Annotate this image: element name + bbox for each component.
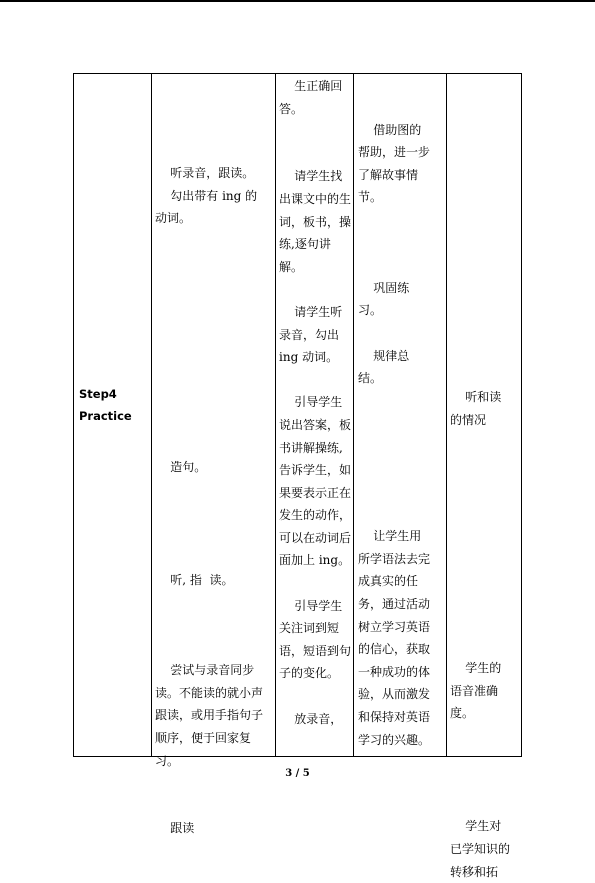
student-activity-spacer	[155, 117, 273, 140]
evaluation-line: 听和读	[450, 390, 502, 405]
student-activity-line: 跟读	[155, 821, 195, 836]
student-activity-spacer	[155, 275, 273, 298]
design-purpose-line: 规律总	[358, 348, 410, 363]
teacher-activity-column	[279, 75, 353, 730]
teacher-activity-line: 请学生听	[279, 304, 343, 319]
design-purpose-line: 了解故事情	[358, 167, 419, 182]
evaluation-spacer	[450, 522, 521, 545]
evaluation-spacer	[450, 318, 521, 341]
student-activity-spacer	[155, 411, 273, 434]
design-purpose-line: 和保持对英语	[358, 710, 431, 725]
evaluation-spacer	[450, 296, 521, 319]
teacher-activity-spacer	[279, 685, 353, 708]
design-purpose-spacer	[358, 480, 446, 503]
evaluation-spacer	[450, 431, 521, 454]
teacher-activity-line: 词，板书，操	[279, 214, 352, 229]
evaluation-line: 的情况	[450, 412, 487, 427]
teacher-activity-spacer	[279, 369, 353, 392]
teacher-activity-line: 解。	[279, 259, 304, 274]
student-activity-spacer	[155, 433, 273, 456]
student-activity-line: 跟读，或用手指句子	[155, 708, 264, 723]
design-purpose-spacer	[358, 209, 446, 232]
evaluation-spacer	[450, 499, 521, 522]
evaluation-line: 已学知识的	[450, 842, 511, 857]
design-purpose-line: 借助图的	[358, 122, 422, 137]
evaluation-spacer	[450, 341, 521, 364]
student-activity-spacer	[155, 343, 273, 366]
teacher-activity-line: 可以在动词后	[279, 530, 352, 545]
student-activity-line: 顺序，便于回家复	[155, 731, 252, 746]
design-purpose-spacer	[358, 412, 446, 435]
teacher-activity-line: 语，短语到句	[279, 643, 352, 658]
evaluation-spacer	[450, 590, 521, 613]
design-purpose-spacer	[358, 254, 446, 277]
teacher-activity-spacer	[279, 120, 353, 143]
table-divider-3	[353, 73, 354, 757]
design-purpose-line: 验，从而激发	[358, 687, 431, 702]
design-purpose-line: 务，通过活动	[358, 597, 431, 612]
design-purpose-line: 的信心，获取	[358, 642, 431, 657]
design-purpose-spacer	[358, 458, 446, 481]
evaluation-line: 度。	[450, 706, 475, 721]
teacher-activity-line: 引导学生	[279, 598, 343, 613]
evaluation-spacer	[450, 228, 521, 251]
student-activity-line: 听, 指 读。	[155, 572, 234, 587]
design-purpose-line: 所学语法去完	[358, 551, 431, 566]
teacher-activity-line: 面加上 ing。	[279, 553, 351, 568]
student-activity-spacer	[155, 591, 273, 614]
design-purpose-spacer	[358, 232, 446, 255]
page-top-rule	[0, 0, 595, 2]
evaluation-spacer	[450, 748, 521, 771]
student-activity-spacer	[155, 479, 273, 502]
table-top-border	[73, 73, 522, 74]
student-activity-line: 习。	[155, 753, 180, 768]
teacher-activity-line: 练,逐句讲	[279, 237, 331, 252]
student-activity-line: 动词。	[155, 211, 192, 226]
design-purpose-spacer	[358, 390, 446, 413]
design-purpose-line: 一种成功的体	[358, 664, 431, 679]
design-purpose-line: 习。	[358, 303, 383, 318]
evaluation-line: 语音准确	[450, 683, 499, 698]
design-purpose-spacer	[358, 435, 446, 458]
design-purpose-line: 成真实的任	[358, 574, 419, 589]
student-activity-spacer	[155, 388, 273, 411]
teacher-activity-line: 发生的动作，	[279, 508, 352, 523]
student-activity-spacer	[155, 795, 273, 818]
teacher-activity-spacer	[279, 278, 353, 301]
design-purpose-line: 结。	[358, 371, 383, 386]
student-activity-line: 勾出带有 ing 的	[155, 188, 258, 203]
teacher-activity-line: ing 动词。	[279, 350, 339, 365]
design-purpose-line: 帮助，进一步	[358, 145, 431, 160]
teacher-activity-line: 生正确回	[279, 79, 343, 93]
table-divider-1	[151, 73, 152, 757]
design-purpose-line: 树立学习英语	[358, 619, 431, 634]
table-border-left	[73, 73, 74, 757]
evaluation-spacer	[450, 544, 521, 567]
evaluation-spacer	[450, 364, 521, 387]
student-activity-spacer	[155, 366, 273, 389]
design-purpose-spacer	[358, 96, 446, 119]
evaluation-line: 学生的	[450, 661, 502, 676]
teacher-activity-spacer	[279, 143, 353, 166]
student-activity-spacer	[155, 614, 273, 637]
evaluation-spacer	[450, 612, 521, 635]
teacher-activity-line: 说出答案，板	[279, 417, 352, 432]
teacher-activity-line: 录音，勾出	[279, 327, 340, 342]
student-activity-line: 读。不能读的就小声	[155, 685, 264, 700]
teacher-activity-line: 放录音，	[279, 711, 343, 726]
student-activity-spacer	[155, 524, 273, 547]
teacher-activity-line: 书讲解操练,	[279, 440, 343, 455]
student-activity-spacer	[155, 298, 273, 321]
teacher-activity-spacer	[279, 572, 353, 595]
page-number: 3 / 5	[285, 768, 310, 779]
student-activity-line: 造句。	[155, 459, 207, 474]
design-purpose-spacer	[358, 503, 446, 526]
teacher-activity-line: 关注词到短	[279, 621, 340, 636]
evaluation-line: 学生对	[450, 819, 502, 834]
evaluation-spacer	[450, 273, 521, 296]
student-activity-line: 听录音，跟读。	[155, 166, 255, 181]
design-purpose-line: 节。	[358, 190, 383, 205]
teacher-activity-line: 告诉学生，如	[279, 463, 352, 478]
design-purpose-spacer	[358, 322, 446, 345]
student-activity-spacer	[155, 230, 273, 253]
evaluation-spacer	[450, 477, 521, 500]
step-number: Step4	[79, 387, 117, 401]
step-title: Practice	[79, 409, 132, 423]
evaluation-spacer	[450, 454, 521, 477]
student-activity-line: 尝试与录音同步	[155, 663, 255, 678]
design-purpose-column	[358, 96, 446, 751]
student-activity-spacer	[155, 320, 273, 343]
teacher-activity-line: 答。	[279, 101, 304, 116]
evaluation-spacer	[450, 725, 521, 748]
evaluation-spacer	[450, 635, 521, 658]
student-activity-spacer	[155, 140, 273, 163]
table-divider-4	[446, 73, 447, 757]
teacher-activity-line: 果要表示正在	[279, 485, 352, 500]
table-border-right	[521, 73, 522, 757]
evaluation-spacer	[450, 567, 521, 590]
evaluation-spacer	[450, 251, 521, 274]
teacher-activity-line: 出课文中的生	[279, 191, 352, 206]
evaluation-spacer	[450, 793, 521, 816]
step-label	[79, 383, 132, 427]
student-activity-spacer	[155, 501, 273, 524]
design-purpose-line: 巩固练	[358, 280, 410, 295]
table-divider-2	[275, 73, 276, 757]
design-purpose-line: 学习的兴趣。	[358, 732, 431, 747]
student-activity-spacer	[155, 546, 273, 569]
teacher-activity-line: 请学生找	[279, 169, 343, 184]
student-activity-spacer	[155, 253, 273, 276]
teacher-activity-line: 子的变化。	[279, 666, 340, 681]
student-activity-column	[155, 117, 273, 840]
evaluation-line: 转移和拓	[450, 864, 499, 879]
evaluation-column	[450, 228, 521, 883]
design-purpose-line: 让学生用	[358, 529, 422, 544]
student-activity-spacer	[155, 637, 273, 660]
teacher-activity-line: 引导学生	[279, 395, 343, 410]
